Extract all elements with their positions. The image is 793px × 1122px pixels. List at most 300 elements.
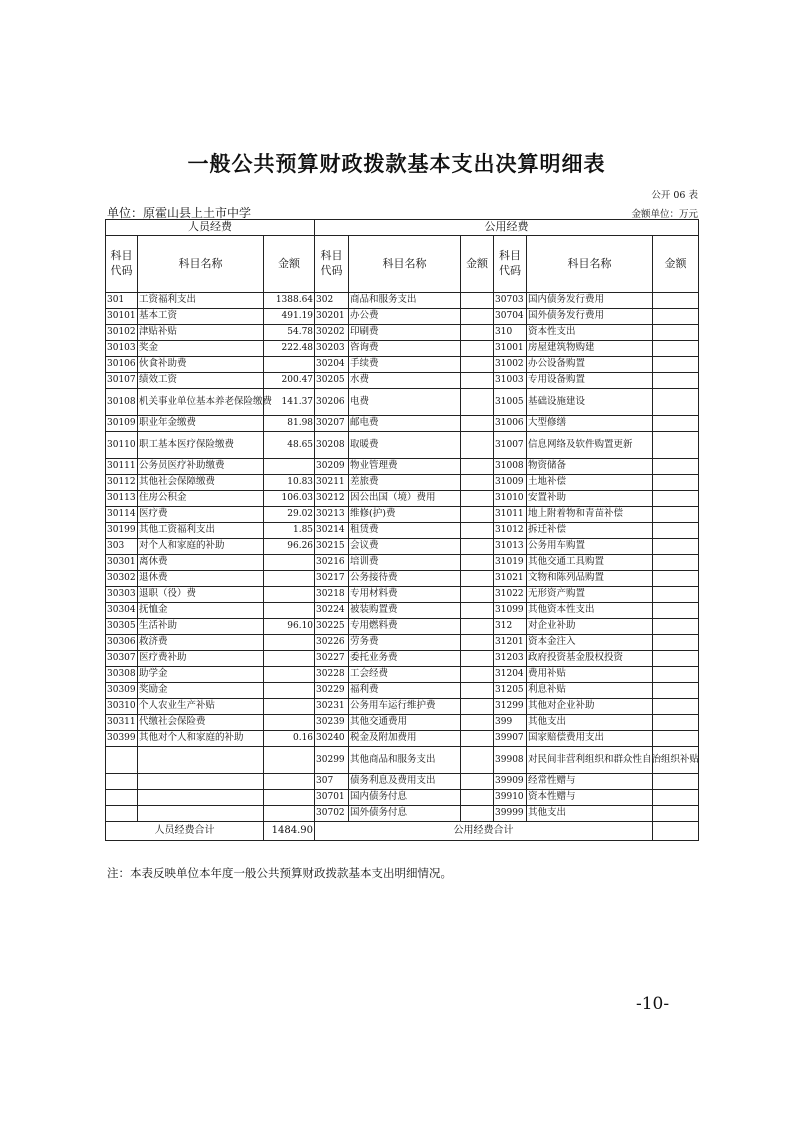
amount-value [653,325,699,341]
amount-value: 54.78 [264,325,315,341]
subject-name: 专用燃料费 [349,619,461,635]
amount-value [653,699,699,715]
subject-name: 其他交通工具购置 [527,555,653,571]
amount-value [653,587,699,603]
amount-value [264,459,315,475]
amount-value [653,432,699,459]
subject-code: 31204 [494,667,527,683]
amount-value [461,806,494,822]
subject-name: 基础设施建设 [527,389,653,416]
totals-row [106,822,699,841]
amount-value [264,651,315,667]
subject-name: 租赁费 [349,523,461,539]
table-row [106,325,699,341]
amount-value [264,667,315,683]
subject-name: 邮电费 [349,416,461,432]
subject-code: 307 [315,774,349,790]
subject-code: 30229 [315,683,349,699]
amount-value [264,555,315,571]
subject-name: 公务用车运行维护费 [349,699,461,715]
subject-code: 30208 [315,432,349,459]
table-row [106,806,699,822]
subject-name: 代缴社会保险费 [138,715,264,731]
amount-value [653,571,699,587]
amount-value [653,507,699,523]
subject-code: 31001 [494,341,527,357]
subject-name: 助学金 [138,667,264,683]
amount-value [264,699,315,715]
amount-value: 1.85 [264,523,315,539]
amount-value [653,523,699,539]
subject-code: 30204 [315,357,349,373]
subject-name: 利息补贴 [527,683,653,699]
section-personnel: 人员经费 [106,220,315,236]
amount-value [461,325,494,341]
subject-name: 物资储备 [527,459,653,475]
subject-name: 医疗费 [138,507,264,523]
subject-code: 31205 [494,683,527,699]
subject-name: 医疗费补助 [138,651,264,667]
subject-code: 30214 [315,523,349,539]
subject-code: 39999 [494,806,527,822]
subject-name: 取暖费 [349,432,461,459]
header-name: 科目名称 [138,236,264,293]
table-row [106,667,699,683]
table-row [106,357,699,373]
subject-code: 30701 [315,790,349,806]
subject-name: 水费 [349,373,461,389]
amount-value [264,571,315,587]
subject-code: 30211 [315,475,349,491]
amount-value [461,635,494,651]
table-row [106,416,699,432]
table-row [106,603,699,619]
footnote: 注：本表反映单位本年度一般公共预算财政拨款基本支出明细情况。 [107,866,452,880]
subject-code: 30111 [106,459,138,475]
subject-code: 30231 [315,699,349,715]
subject-name: 差旅费 [349,475,461,491]
subject-name: 公务接待费 [349,571,461,587]
amount-value [461,491,494,507]
amount-value [461,341,494,357]
subject-name: 办公设备购置 [527,357,653,373]
amount-value [461,432,494,459]
subject-name: 住房公积金 [138,491,264,507]
amount-value [653,309,699,325]
subject-name: 职工基本医疗保险缴费 [138,432,264,459]
subject-name: 其他交通费用 [349,715,461,731]
subject-code: 30301 [106,555,138,571]
subject-name: 信息网络及软件购置更新 [527,432,653,459]
subject-name: 国外债务发行费用 [527,309,653,325]
subject-name: 国家赔偿费用支出 [527,731,653,747]
amount-value [461,699,494,715]
subject-name: 职业年金缴费 [138,416,264,432]
subject-name: 其他商品和服务支出 [349,747,461,774]
amount-value [653,651,699,667]
table-row [106,774,699,790]
subject-code: 30226 [315,635,349,651]
subject-name: 退职（役）费 [138,587,264,603]
subject-name: 维修(护)费 [349,507,461,523]
table-row [106,341,699,357]
subject-code: 39910 [494,790,527,806]
subject-name: 印刷费 [349,325,461,341]
subject-name: 其他资本性支出 [527,603,653,619]
public-total-amount [653,822,699,841]
subject-code: 31203 [494,651,527,667]
subject-code: 31008 [494,459,527,475]
subject-code: 30112 [106,475,138,491]
subject-code: 30102 [106,325,138,341]
amount-value [653,806,699,822]
subject-code: 30109 [106,416,138,432]
subject-code: 30217 [315,571,349,587]
subject-code: 31003 [494,373,527,389]
unit-label: 单位：原霍山县上土市中学 [107,206,252,220]
subject-code: 30225 [315,619,349,635]
table-row [106,715,699,731]
subject-name: 其他支出 [527,806,653,822]
amount-value [653,389,699,416]
header-amount: 金额 [264,236,315,293]
subject-code: 30207 [315,416,349,432]
subject-code: 30106 [106,357,138,373]
amount-value [653,475,699,491]
subject-code: 30203 [315,341,349,357]
amount-unit-label: 金额单位：万元 [631,209,698,220]
subject-code: 30202 [315,325,349,341]
subject-name: 其他社会保障缴费 [138,475,264,491]
amount-value [653,357,699,373]
subject-code: 30304 [106,603,138,619]
subject-code: 310 [494,325,527,341]
subject-name: 生活补助 [138,619,264,635]
amount-value [461,523,494,539]
amount-value [653,774,699,790]
amount-value [264,774,315,790]
subject-code: 31013 [494,539,527,555]
subject-name: 资本金注入 [527,635,653,651]
table-row [106,293,699,309]
expenditure-table [105,219,699,841]
subject-name: 经常性赠与 [527,774,653,790]
subject-code: 30205 [315,373,349,389]
subject-name: 救济费 [138,635,264,651]
amount-value [653,293,699,309]
subject-name: 房屋建筑物购建 [527,341,653,357]
table-row [106,373,699,389]
subject-code: 31019 [494,555,527,571]
amount-value [264,790,315,806]
subject-code: 30308 [106,667,138,683]
amount-value [461,389,494,416]
subject-code: 301 [106,293,138,309]
amount-value [264,683,315,699]
amount-value [461,416,494,432]
table-row [106,309,699,325]
subject-code: 31012 [494,523,527,539]
subject-code: 31007 [494,432,527,459]
personnel-total-label: 人员经费合计 [106,822,264,841]
subject-code [106,806,138,822]
subject-code: 31201 [494,635,527,651]
amount-value: 141.37 [264,389,315,416]
amount-value: 96.26 [264,539,315,555]
subject-code: 31022 [494,587,527,603]
header-code: 科目 代码 [106,236,138,293]
amount-value [461,571,494,587]
table-row [106,635,699,651]
subject-code: 30108 [106,389,138,416]
subject-code: 30110 [106,432,138,459]
subject-code: 30114 [106,507,138,523]
subject-name: 工资福利支出 [138,293,264,309]
subject-code: 31010 [494,491,527,507]
subject-name: 费用补贴 [527,667,653,683]
subject-code: 31005 [494,389,527,416]
subject-code: 30216 [315,555,349,571]
subject-name: 手续费 [349,357,461,373]
table-row [106,683,699,699]
subject-name: 国内债务付息 [349,790,461,806]
table-row [106,790,699,806]
table-row [106,731,699,747]
subject-name: 基本工资 [138,309,264,325]
subject-code [106,774,138,790]
table-row [106,432,699,459]
table-row [106,507,699,523]
subject-name: 劳务费 [349,635,461,651]
table-row [106,747,699,774]
subject-name: 机关事业单位基本养老保险缴费 [138,389,264,416]
amount-value [653,341,699,357]
subject-name: 商品和服务支出 [349,293,461,309]
table-row [106,555,699,571]
amount-value [264,603,315,619]
amount-value [461,603,494,619]
subject-name: 退休费 [138,571,264,587]
subject-name: 债务利息及费用支出 [349,774,461,790]
subject-code: 30305 [106,619,138,635]
amount-value [461,715,494,731]
subject-code: 30101 [106,309,138,325]
subject-name: 国外债务付息 [349,806,461,822]
subject-name: 公务用车购置 [527,539,653,555]
subject-name: 专用设备购置 [527,373,653,389]
subject-name: 其他支出 [527,715,653,731]
amount-value [461,309,494,325]
amount-value [461,475,494,491]
subject-code [106,747,138,774]
amount-value [653,373,699,389]
subject-code: 30199 [106,523,138,539]
subject-name: 物业管理费 [349,459,461,475]
subject-name: 政府投资基金股权投资 [527,651,653,667]
subject-code: 30310 [106,699,138,715]
amount-value [461,293,494,309]
subject-name: 专用材料费 [349,587,461,603]
amount-value [264,806,315,822]
amount-value [461,539,494,555]
amount-value: 81.98 [264,416,315,432]
subject-code: 30306 [106,635,138,651]
amount-value [461,507,494,523]
header-amount: 金额 [461,236,494,293]
header-name: 科目名称 [527,236,653,293]
subject-code: 39907 [494,731,527,747]
amount-value: 106.03 [264,491,315,507]
header-amount: 金额 [653,236,699,293]
subject-code: 312 [494,619,527,635]
subject-name: 咨询费 [349,341,461,357]
amount-value: 491.19 [264,309,315,325]
amount-value [653,715,699,731]
subject-code: 30703 [494,293,527,309]
subject-name: 资本性支出 [527,325,653,341]
subject-name: 其他工资福利支出 [138,523,264,539]
subject-code: 31002 [494,357,527,373]
subject-code [106,790,138,806]
subject-name: 会议费 [349,539,461,555]
subject-code: 30213 [315,507,349,523]
table-row [106,619,699,635]
subject-name [138,806,264,822]
subject-name: 被装购置费 [349,603,461,619]
amount-value [461,790,494,806]
subject-code: 399 [494,715,527,731]
subject-code: 30206 [315,389,349,416]
subject-code: 30224 [315,603,349,619]
subject-code: 303 [106,539,138,555]
subject-code: 39909 [494,774,527,790]
amount-value [461,731,494,747]
subject-name: 对个人和家庭的补助 [138,539,264,555]
subject-name: 大型修缮 [527,416,653,432]
amount-value: 222.48 [264,341,315,357]
amount-value [264,587,315,603]
amount-value [653,731,699,747]
subject-code: 30704 [494,309,527,325]
subject-name: 津贴补贴 [138,325,264,341]
header-name: 科目名称 [349,236,461,293]
subject-code: 30311 [106,715,138,731]
amount-value [461,774,494,790]
amount-value [461,747,494,774]
amount-value [461,459,494,475]
subject-name: 其他对个人和家庭的补助 [138,731,264,747]
subject-code: 30218 [315,587,349,603]
subject-code: 30103 [106,341,138,357]
amount-value: 10.83 [264,475,315,491]
subject-code: 30239 [315,715,349,731]
subject-code: 302 [315,293,349,309]
subject-name: 电费 [349,389,461,416]
subject-name: 因公出国（境）费用 [349,491,461,507]
subject-name: 绩效工资 [138,373,264,389]
amount-value [461,667,494,683]
amount-value: 29.02 [264,507,315,523]
subject-name: 其他对企业补助 [527,699,653,715]
amount-value: 96.10 [264,619,315,635]
amount-value [264,357,315,373]
amount-value: 0.16 [264,731,315,747]
amount-value [653,459,699,475]
amount-value [264,715,315,731]
page-title: 一般公共预算财政拨款基本支出决算明细表 [187,151,606,176]
amount-value [461,555,494,571]
amount-value [653,491,699,507]
subject-code: 31021 [494,571,527,587]
subject-code: 30107 [106,373,138,389]
subject-code: 39908 [494,747,527,774]
subject-name: 拆迁补偿 [527,523,653,539]
table-row [106,475,699,491]
subject-code: 30209 [315,459,349,475]
subject-name [138,790,264,806]
personnel-total-amount: 1484.90 [264,822,315,841]
table-row [106,389,699,416]
subject-name: 安置补助 [527,491,653,507]
subject-name: 委托业务费 [349,651,461,667]
form-number: 公开 06 表 [651,190,698,201]
amount-value [461,587,494,603]
subject-name: 资本性赠与 [527,790,653,806]
subject-code: 30201 [315,309,349,325]
table-row [106,459,699,475]
subject-code: 31011 [494,507,527,523]
subject-name: 文物和陈列品购置 [527,571,653,587]
subject-name: 税金及附加费用 [349,731,461,747]
amount-value [264,747,315,774]
table-row [106,491,699,507]
amount-value [461,683,494,699]
subject-code: 31009 [494,475,527,491]
subject-name: 福利费 [349,683,461,699]
amount-value [264,635,315,651]
amount-value [461,651,494,667]
subject-name: 无形资产购置 [527,587,653,603]
subject-code: 30399 [106,731,138,747]
subject-name: 奖励金 [138,683,264,699]
table-row [106,523,699,539]
subject-name: 工会经费 [349,667,461,683]
amount-value [461,619,494,635]
subject-code: 30240 [315,731,349,747]
section-public: 公用经费 [315,220,699,236]
subject-code: 30309 [106,683,138,699]
subject-code: 31299 [494,699,527,715]
table-row [106,587,699,603]
subject-name: 办公费 [349,309,461,325]
amount-value [653,619,699,635]
amount-value [461,373,494,389]
subject-name: 地上附着物和青苗补偿 [527,507,653,523]
subject-code: 30212 [315,491,349,507]
table-row [106,699,699,715]
subject-name: 对民间非营利组织和群众性自治组织补贴 [527,747,653,774]
subject-code: 30702 [315,806,349,822]
table-row [106,571,699,587]
subject-code: 30302 [106,571,138,587]
table-row [106,651,699,667]
amount-value [653,635,699,651]
subject-code: 31099 [494,603,527,619]
subject-name: 培训费 [349,555,461,571]
subject-code: 30299 [315,747,349,774]
amount-value [653,539,699,555]
table-row [106,539,699,555]
